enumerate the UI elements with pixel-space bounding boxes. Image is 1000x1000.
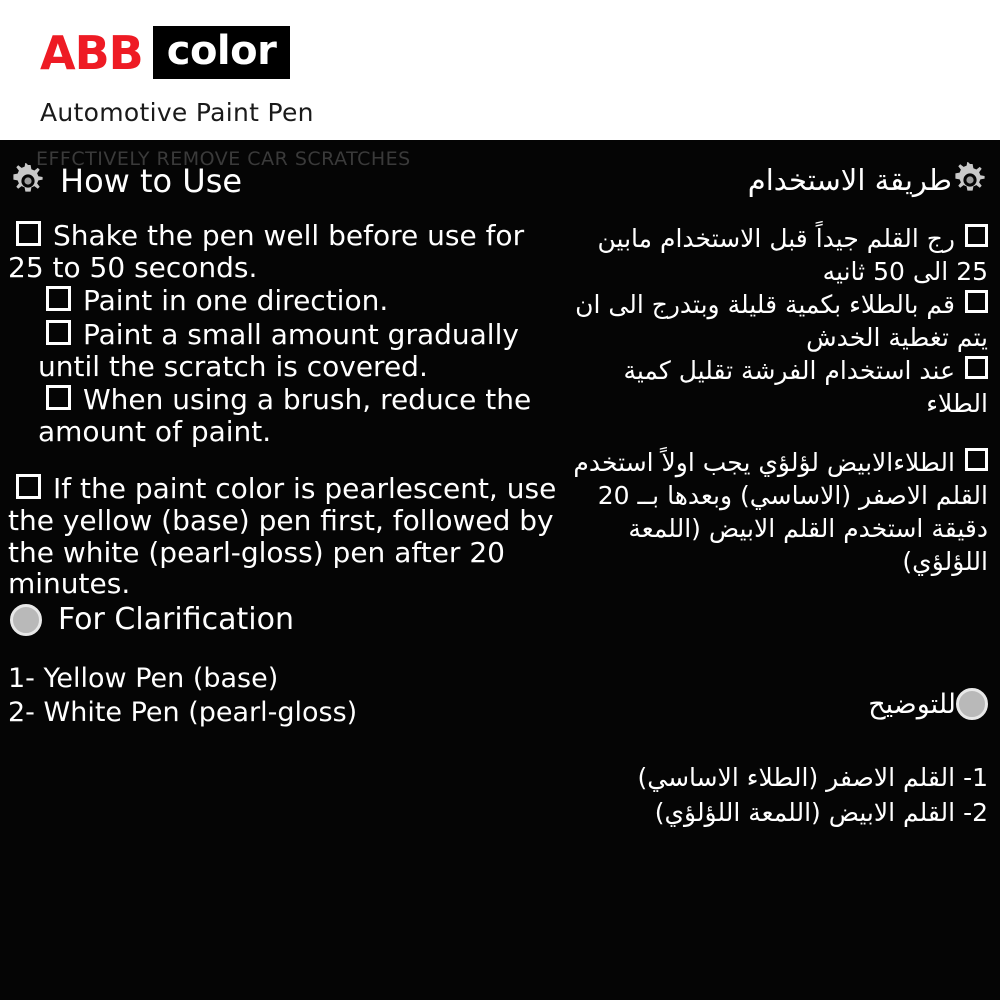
arabic-clarification-row <box>854 688 988 720</box>
brand-name-abb: ABB <box>40 25 143 80</box>
list-item <box>568 288 988 354</box>
english-clarification-heading: For Clarification <box>58 602 294 637</box>
arabic-clarification-heading: للتوضيح <box>868 688 956 720</box>
list-item <box>568 222 988 288</box>
arabic-clarification-list <box>637 760 988 830</box>
list-item-text: رج القلم جيداً قبل الاستخدام مابين 25 الى 50 ثانيه <box>597 224 988 286</box>
list-item <box>568 446 988 578</box>
square-bullet-icon <box>16 221 41 246</box>
list-item-text: When using a brush, reduce the amount of paint. <box>38 383 532 448</box>
square-bullet-icon <box>46 385 71 410</box>
list-item-text: قم بالطلاء بكمية قليلة وبتدرج الى ان يتم تغطية الخدش <box>575 290 988 352</box>
square-bullet-icon <box>965 224 988 247</box>
spacer <box>8 449 568 473</box>
square-bullet-icon <box>46 286 71 311</box>
english-clarification-list <box>8 662 357 730</box>
english-heading-text: How to Use <box>60 162 243 200</box>
list-item <box>8 384 568 447</box>
list-item <box>8 285 568 317</box>
gear-icon <box>10 163 46 199</box>
square-bullet-icon <box>965 448 988 471</box>
arabic-heading-row <box>736 162 988 198</box>
arabic-steps-list <box>568 222 988 578</box>
list-item: 2- القلم الابيض (اللمعة اللؤلؤي) <box>654 798 988 827</box>
instructions-panel <box>0 140 1000 1000</box>
circle-dot-icon <box>956 688 988 720</box>
list-item-text: Paint a small amount gradually until the scratch is covered. <box>38 317 519 383</box>
list-item <box>8 473 568 600</box>
list-item <box>568 354 988 420</box>
brand-logo <box>40 26 290 79</box>
square-bullet-icon <box>16 474 41 499</box>
spacer <box>568 420 988 446</box>
list-item-text: Paint in one direction. <box>83 284 389 318</box>
list-item: 1- القلم الاصفر (الطلاء الاساسي) <box>637 763 988 792</box>
gear-icon <box>952 162 988 198</box>
list-item: 1- Yellow Pen (base) <box>8 663 279 694</box>
list-item-text: عند استخدام الفرشة تقليل كمية الطلاء <box>623 356 988 418</box>
brand-name-color: color <box>153 26 291 79</box>
english-clarification-row <box>10 602 294 637</box>
arabic-heading-text: طريقة الاستخدام <box>747 163 952 197</box>
watermark-text: EFFCTIVELY REMOVE CAR SCRATCHES <box>36 148 411 170</box>
list-item <box>8 220 568 283</box>
square-bullet-icon <box>965 290 988 313</box>
list-item-text: Shake the pen well before use for 25 to 50 seconds. <box>8 219 525 284</box>
header <box>0 0 1000 140</box>
english-steps-list <box>8 220 568 602</box>
list-item: 2- White Pen (pearl-gloss) <box>8 696 358 728</box>
english-heading-row <box>10 162 242 200</box>
list-item-text: الطلاءالابيض لؤلؤي يجب اولاً استخدم القلم الاصفر (الاساسي) وبعدها بــ 20 دقيقة استخدم القلم الابيض (اللمعة اللؤلؤي) <box>573 448 988 576</box>
square-bullet-icon <box>46 320 71 345</box>
list-item-text: If the paint color is pearlescent, use the yellow (base) pen first, followed by the white (pearl-gloss) pen after 20 minutes. <box>8 472 557 601</box>
circle-dot-icon <box>10 604 42 636</box>
square-bullet-icon <box>965 356 988 379</box>
list-item <box>8 319 568 382</box>
brand-tagline: Automotive Paint Pen <box>40 98 314 127</box>
